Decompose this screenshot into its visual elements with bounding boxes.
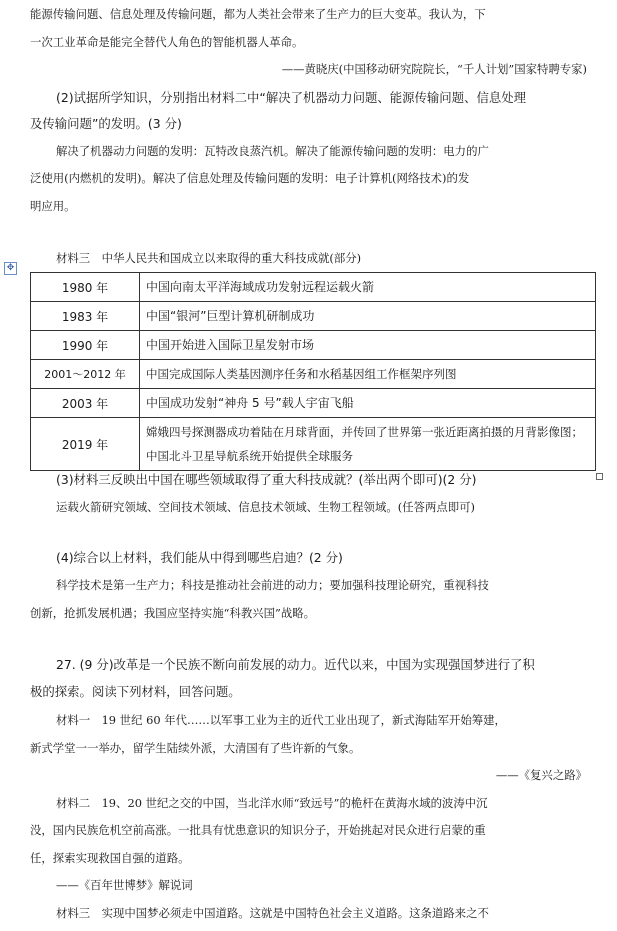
- table-row: [31, 273, 596, 302]
- answer-2-cont: 明应用。: [30, 199, 76, 213]
- year-cell: 1990 年: [31, 331, 140, 360]
- material-2: 材料二 19、20 世纪之交的中国，当北洋水师“致远号”的桅杆在黄海水域的波涛中沉: [56, 796, 488, 810]
- material-2-cont: 没，国内民族危机空前高涨。一批具有忧患意识的知识分子，开始挑起对民众进行启蒙的重: [30, 823, 486, 837]
- question-4: (4)综合以上材料，我们能从中得到哪些启迪？(2 分): [56, 550, 343, 565]
- material-2-cont: 任，探索实现救国自强的道路。: [30, 851, 190, 865]
- event-cell: 中国完成国际人类基因测序任务和水稻基因组工作框架序列图: [140, 360, 596, 389]
- answer-3: 运载火箭研究领域、空间技术领域、信息技术领域、生物工程领域。(任答两点即可): [56, 500, 475, 514]
- question-27: 27. (9 分)改革是一个民族不断向前发展的动力。近代以来，中国为实现强国梦进行了积: [56, 657, 535, 672]
- answer-2-cont: 泛使用(内燃机的发明)。解决了信息处理及传输问题的发明：电子计算机(网络技术)的发: [30, 171, 470, 185]
- table-row: [31, 418, 596, 471]
- event-cell: 嫦娥四号探测器成功着陆在月球背面，并传回了世界第一张近距离拍摄的月背影像图；中国北斗卫星导航系统开始提供全球服务: [140, 418, 596, 471]
- source-attribution: ——黄晓庆(中国移动研究院院长，“千人计划”国家特聘专家): [281, 62, 587, 76]
- table-row: [31, 360, 596, 389]
- year-cell: 1983 年: [31, 302, 140, 331]
- question-3: (3)材料三反映出中国在哪些领域取得了重大科技成就？(举出两个即可)(2 分): [56, 472, 477, 487]
- answer-4-cont: 创新，抢抓发展机遇；我国应坚持实施“科教兴国”战略。: [30, 606, 316, 620]
- achievements-table: [30, 272, 596, 471]
- event-cell: 中国向南太平洋海域成功发射远程运载火箭: [140, 273, 596, 302]
- answer-2: 解决了机器动力问题的发明：瓦特改良蒸汽机。解决了能源传输问题的发明：电力的广: [56, 144, 489, 158]
- text-line: 一次工业革命是能完全替代人角色的智能机器人革命。: [30, 35, 304, 49]
- event-cell: 中国成功发射“神舟 5 号”载人宇宙飞船: [140, 389, 596, 418]
- material-3-text: 材料三 实现中国梦必须走中国道路。这就是中国特色社会主义道路。这条道路来之不: [56, 906, 489, 920]
- year-cell: 2019 年: [31, 418, 140, 471]
- year-cell: 2003 年: [31, 389, 140, 418]
- question-2: (2)试据所学知识，分别指出材料二中“解决了机器动力问题、能源传输问题、信息处理: [56, 90, 527, 105]
- year-cell: 2001～2012 年: [31, 360, 140, 389]
- table-resize-handle[interactable]: [596, 473, 603, 480]
- material-1: 材料一 19 世纪 60 年代……以军事工业为主的近代工业出现了，新式海陆军开始筹建，: [56, 713, 506, 727]
- table-move-handle-icon[interactable]: ✥: [4, 262, 17, 275]
- answer-4: 科学技术是第一生产力；科技是推动社会前进的动力；要加强科技理论研究，重视科技: [56, 578, 489, 592]
- year-cell: 1980 年: [31, 273, 140, 302]
- material-1-source: ——《复兴之路》: [495, 768, 587, 782]
- text-line: 能源传输问题、信息处理及传输问题，都为人类社会带来了生产力的巨大变革。我认为，下: [30, 7, 486, 21]
- material-2-source: ——《百年世博梦》解说词: [56, 878, 193, 892]
- table-row: [31, 389, 596, 418]
- table-row: [31, 331, 596, 360]
- question-27-cont: 极的探索。阅读下列材料，回答问题。: [30, 684, 241, 699]
- event-cell: 中国开始进入国际卫星发射市场: [140, 331, 596, 360]
- material-3-title: 材料三 中华人民共和国成立以来取得的重大科技成就(部分): [56, 251, 362, 265]
- material-1-cont: 新式学堂一一举办，留学生陆续外派，大清国有了些许新的气象。: [30, 741, 361, 755]
- event-cell: 中国“银河”巨型计算机研制成功: [140, 302, 596, 331]
- question-2-cont: 及传输问题”的发明。(3 分): [30, 116, 182, 131]
- table-row: [31, 302, 596, 331]
